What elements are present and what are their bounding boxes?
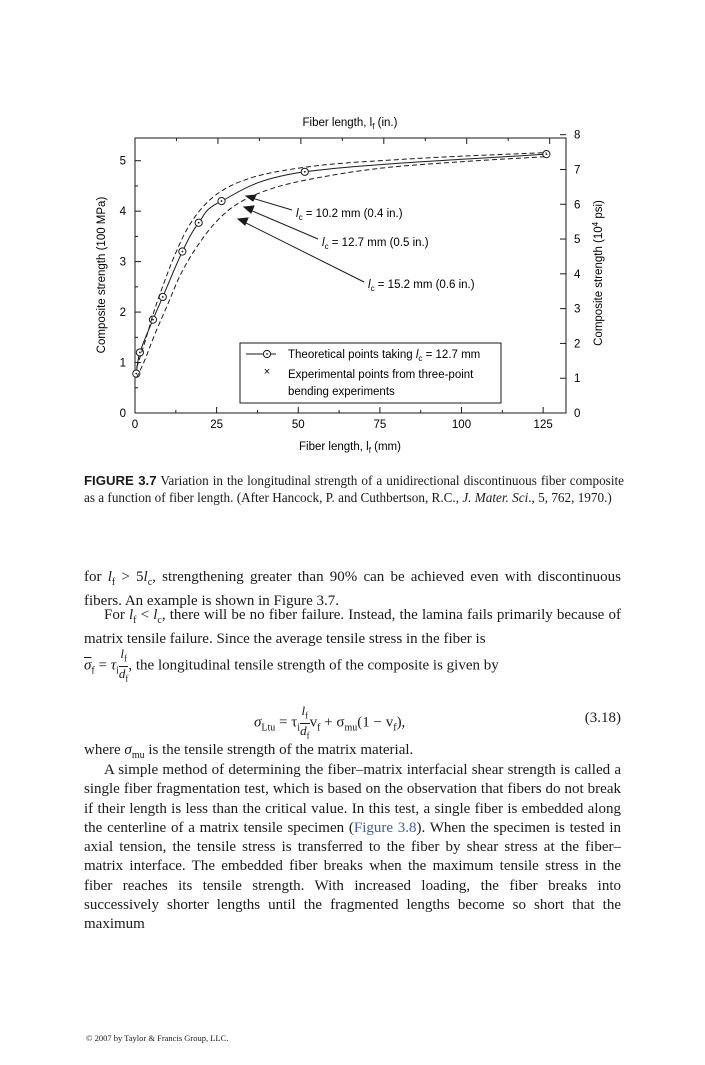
x-tick-label: 75 [373,419,387,431]
data-point-dot [546,153,548,155]
para2-text-2: < [136,607,154,623]
paragraph-4 [84,761,621,935]
arrow-head-15-2 [238,218,248,225]
eq-frac-num-l: l [301,703,306,718]
annotation-1-sub: c [298,213,303,222]
eq-frac-den-sub: f [306,730,310,741]
data-point-dot [198,222,200,224]
arrow-line-10-2 [252,198,292,210]
legend-circle-dot [266,353,268,355]
right-tick-label: 8 [574,129,581,142]
top-axis-label-text: Fiber length, l [302,117,373,129]
right-axis-label [591,200,605,346]
eq-mu-sub: mu [344,722,358,734]
annotation-3-l: l [368,279,371,291]
right-tick-label: 0 [574,408,581,420]
legend-entry-3: bending experiments [288,386,395,398]
annotation-lc-10-2 [296,208,403,222]
legend [240,343,501,403]
y-tick-label: 3 [119,256,126,269]
caption-text: Variation in the longitudinal strength of a unidirectional discontinuous fiber composite as a function of fiber length. (After Hancock, P. and Cuthbertson, R.C., [84,473,624,505]
para1-text-2: > 5 [115,569,144,585]
para4-text-1: A simple method of determining the fiber–matrix interfacial shear strength is called a single fiber fragmentation test, which is based on the observation that fibers do not break if their length is less than the critical value. In this test, a single fiber is embedded along the centerline of a matrix tensile specimen ( [84,762,621,836]
sym-sub-f: f [91,665,95,677]
right-tick-label: 2 [574,338,581,351]
x-tick-label: 50 [291,419,305,431]
top-axis-label [303,117,398,131]
annotation-2-sub: c [324,242,329,251]
sym-sub-f: f [133,615,137,626]
caption-tail: ., 5, 762, 1970.) [528,490,612,505]
arrow-head-12-7 [244,206,254,213]
bottom-axis-label-unit: (mm) [370,441,401,453]
equation-number: (3.18) [584,710,621,726]
sym-l: l [107,569,112,585]
para3-text-1: where [84,742,125,758]
data-point-dot [139,352,141,354]
caption-journal: J. Mater. Sci [462,490,529,505]
frac-num: $l_f$ [119,647,129,667]
top-axis-label-sub: f [372,122,375,131]
caption-label: FIGURE 3.7 [84,473,157,488]
para2-text-1: For [104,607,129,623]
sym-sub-c: c [157,615,162,626]
inline-formula-line: $\overline{\sigma}_f = \tau_i$ $\frac{l_f}{d_f}$ , the longitudinal tensile strength of the composite is given by [84,646,499,684]
right-axis-label-sup: 4 [591,221,600,227]
copyright-footer: © 2007 by Taylor & Francis Group, LLC. [86,1033,229,1043]
right-tick-label: 6 [574,199,581,212]
paragraph-2 [84,606,621,650]
annotation-2-l: l [322,237,325,249]
eq-paren-sub: f [393,722,397,734]
sym-sub-c: c [147,577,153,588]
bottom-axis-label-sub: f [368,446,371,455]
para2-text-4: , the longitudinal tensile strength of the composite is given by [128,657,499,674]
legend-cross-marker: × [263,366,271,378]
eq-frac-num [300,704,310,724]
sym-sigma-bar: $\overline{\sigma}$ [84,657,92,674]
sym-sub-i: i [116,665,119,677]
data-point-dot [181,251,183,253]
annotation-lc-15-2 [368,279,475,293]
para4-text-2: ). When the specimen is tested in axial tension, the tensile stress is transferred to the fiber by shear stress at the fiber–matrix interface. The embedded fiber breaks when the maximum tensile stress in the fiber reaches its tensile strength. With increased loading, the fiber breaks into successively shorter lengths until the fragmented lengths become so short that the maximum [84,819,621,933]
eq-fraction [300,704,310,742]
para1-text-1: for [84,569,108,585]
eq-lhs-sub: Ltu [261,722,276,734]
sym-l: l [153,607,158,623]
eq-close: ), [396,714,406,731]
equation-body [254,704,405,742]
inline-fraction [119,647,129,685]
legend-entry-1-post: = 12.7 mm [422,349,481,361]
arrow-line-15-2 [244,222,364,282]
para1-text-3: , strengthening greater than 90% can be achieved even with discontinuous fibers. An example is shown in Figure 3.7. [84,569,621,610]
x-tick-label: 0 [131,419,139,431]
sym-l: l [128,607,134,623]
right-tick-label: 4 [574,268,581,281]
para3-sigma: σ [124,742,132,758]
y-tick-label: 5 [119,155,126,168]
legend-entry-1-l: l [415,349,419,361]
eq-paren: (1 − v [357,714,394,731]
series-solid-line [136,154,546,373]
data-point-dot [135,373,137,375]
right-tick-label: 5 [574,234,581,247]
equation-3-18 [84,696,621,741]
para2-text-3: , there will be no fiber failure. Instead, the lamina fails primarily because of matrix tensile failure. Since the average tensile stress in the fiber is [84,607,621,648]
annotation-1-text: = 10.2 mm (0.4 in.) [302,208,403,220]
para3-sub: mu [131,750,145,761]
figure-3-8-link[interactable]: Figure 3.8 [353,819,417,836]
annotation-1-l: l [296,208,299,220]
legend-entry-1 [288,349,480,363]
right-tick-label: 7 [574,164,581,177]
frac-den: $d_f$ [118,665,129,684]
top-axis-label-unit: (in.) [374,117,398,129]
bottom-axis-label [299,441,401,455]
right-tick-label: 1 [574,373,581,386]
legend-entry-1-sub: c [418,354,423,363]
eq-v: v [309,714,318,731]
right-axis-label-pre: Composite strength (10 [593,226,605,346]
eq-equals-tau: = τ [275,714,298,731]
para3-text-2: is the tensile strength of the matrix material. [144,742,414,758]
left-axis-label: Composite strength (100 MPa) [96,196,108,354]
bottom-axis-label-text: Fiber length, l [299,441,369,453]
data-point-dot [304,171,306,173]
eq-v-sub: f [317,722,321,734]
right-tick-label: 3 [574,303,581,316]
eq-frac-den [300,724,310,743]
y-tick-label: 4 [119,206,126,219]
sym-tau: τ [110,657,117,674]
annotation-lc-12-7 [322,237,429,251]
data-point-dot [221,200,223,202]
eq-tau-sub: i [297,722,301,734]
x-tick-label: 125 [533,419,553,431]
data-point-dot [162,296,164,298]
arrow-head-10-2 [246,195,256,201]
x-tick-label: 25 [210,419,224,431]
y-tick-label: 2 [119,307,126,320]
legend-entry-2: Experimental points from three-point [288,369,474,381]
y-tick-label: 1 [119,357,126,370]
annotation-3-sub: c [370,284,375,293]
eq-lhs: σ [254,714,262,731]
eq-plus-sigma: + σ [320,714,345,731]
y-tick-label: 0 [119,408,126,420]
sym-sub-f: f [111,577,116,588]
eq-frac-num-sub: f [305,710,309,721]
figure-3-7-chart [0,0,705,465]
series-dashed-line [137,153,547,368]
annotation-3-text: = 15.2 mm (0.6 in.) [374,279,475,291]
sym-l: l [143,569,148,585]
annotation-2-text: = 12.7 mm (0.5 in.) [328,237,429,249]
data-point-dot [152,319,154,321]
figure-caption [84,472,624,506]
legend-entry-1-text: Theoretical points taking [288,349,416,361]
right-axis-label-post: psi) [593,200,605,222]
eq-frac-den-d: d [300,722,307,738]
x-tick-label: 100 [451,419,472,431]
